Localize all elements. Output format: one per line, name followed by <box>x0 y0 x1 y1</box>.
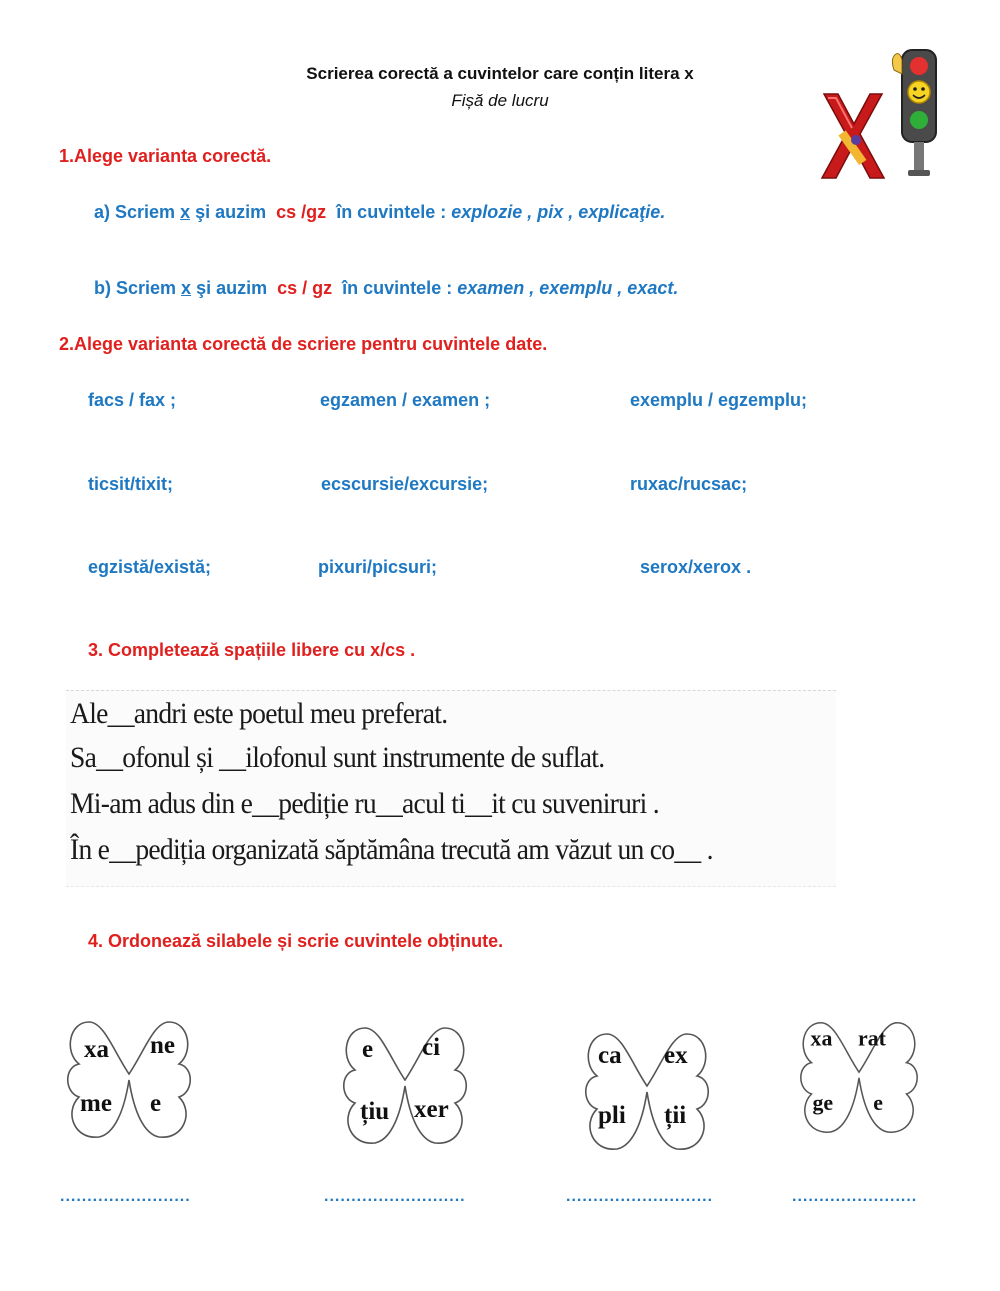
syllable[interactable]: ex <box>664 1042 688 1069</box>
ex2-choice[interactable]: ecscursie/excursie; <box>321 474 489 494</box>
worksheet-title: Scrierea corectă a cuvintelor care conțin litera x <box>306 64 694 83</box>
x-letter-and-traffic-light-icon <box>810 40 960 180</box>
syllable-clover <box>582 1024 712 1154</box>
exercise-2-heading: 2.Alege varianta corectă de scriere pentru cuvintele date. <box>59 334 548 354</box>
ex1b-words: examen , exemplu , exact. <box>457 278 679 298</box>
ex3-sentence[interactable]: Mi-am adus din e__pediție ru__acul ti__it cu suveniruri . <box>70 787 659 820</box>
ex3-sentence[interactable]: Sa__ofonul și __ilofonul sunt instrumente de suflat. <box>70 741 605 774</box>
syllable-clover <box>340 1018 470 1148</box>
ex2-choice[interactable]: serox/xerox . <box>640 557 752 577</box>
syllable[interactable]: țiu <box>360 1098 390 1125</box>
syllable-clover <box>797 1013 921 1137</box>
syllable[interactable]: me <box>80 1090 112 1117</box>
ex1b-mid: şi auzim <box>196 278 268 298</box>
ex2-choice[interactable]: pixuri/picsuri; <box>318 557 438 577</box>
exercise-3-heading: 3. Completează spațiile libere cu x/cs . <box>88 640 416 660</box>
syllable[interactable]: ne <box>150 1032 175 1059</box>
answer-line[interactable]: ....................... <box>792 1188 918 1205</box>
ex1a-suffix: în cuvintele : <box>336 202 447 222</box>
ex1a-prefix: a) Scriem <box>94 202 176 222</box>
ex1b-prefix: b) Scriem <box>94 278 177 298</box>
ex1b-suffix: în cuvintele : <box>342 278 453 298</box>
syllable[interactable]: ții <box>664 1102 687 1129</box>
ex3-sentence[interactable]: În e__pediția organizată săptămâna trecută am văzut un co__ . <box>70 833 713 866</box>
ex2-choice[interactable]: egzistă/există; <box>88 557 212 577</box>
syllable[interactable]: e <box>150 1090 162 1117</box>
exercise-1a-sentence <box>94 202 665 223</box>
ex1a-mid: şi auzim <box>195 202 267 222</box>
syllable[interactable]: pli <box>598 1102 626 1129</box>
answer-line[interactable]: ........................... <box>566 1188 714 1205</box>
answer-line[interactable]: .......................... <box>324 1188 466 1205</box>
exercise-1b-sentence <box>94 278 678 299</box>
syllable[interactable]: rat <box>858 1026 886 1051</box>
ex2-choice[interactable]: exemplu / egzemplu; <box>630 390 808 410</box>
syllable[interactable]: ci <box>422 1034 441 1061</box>
syllable[interactable]: e <box>873 1091 883 1115</box>
syllable[interactable]: ge <box>812 1091 834 1115</box>
ex2-choice[interactable]: egzamen / examen ; <box>320 390 491 410</box>
exercise-1-heading: 1.Alege varianta corectă. <box>59 146 272 166</box>
ex1a-letter: x <box>180 202 191 222</box>
syllable[interactable]: ca <box>598 1042 622 1069</box>
syllable[interactable]: xa <box>84 1036 109 1063</box>
ex1a-words: explozie , pix , explicaţie. <box>451 202 666 222</box>
ex1b-letter: x <box>181 278 192 298</box>
ex2-choice[interactable]: facs / fax ; <box>88 390 177 410</box>
syllable[interactable]: xa <box>810 1026 833 1051</box>
exercise-4-heading: 4. Ordonează silabele și scrie cuvintele obținute. <box>88 931 504 951</box>
syllable[interactable]: xer <box>414 1096 449 1123</box>
ex2-choice[interactable]: ticsit/tixit; <box>88 474 174 494</box>
ex3-text-block <box>66 690 836 887</box>
syllable[interactable]: e <box>362 1036 374 1063</box>
ex3-sentence[interactable]: Ale__andri este poetul meu preferat. <box>70 697 448 730</box>
worksheet-subtitle: Fișă de lucru <box>451 91 549 110</box>
syllable-clover <box>64 1012 194 1142</box>
ex2-choice[interactable]: ruxac/rucsac; <box>630 474 748 494</box>
ex1b-options[interactable]: cs / gz <box>277 278 333 298</box>
ex1a-options[interactable]: cs /gz <box>276 202 327 222</box>
answer-line[interactable]: ........................ <box>60 1188 191 1205</box>
